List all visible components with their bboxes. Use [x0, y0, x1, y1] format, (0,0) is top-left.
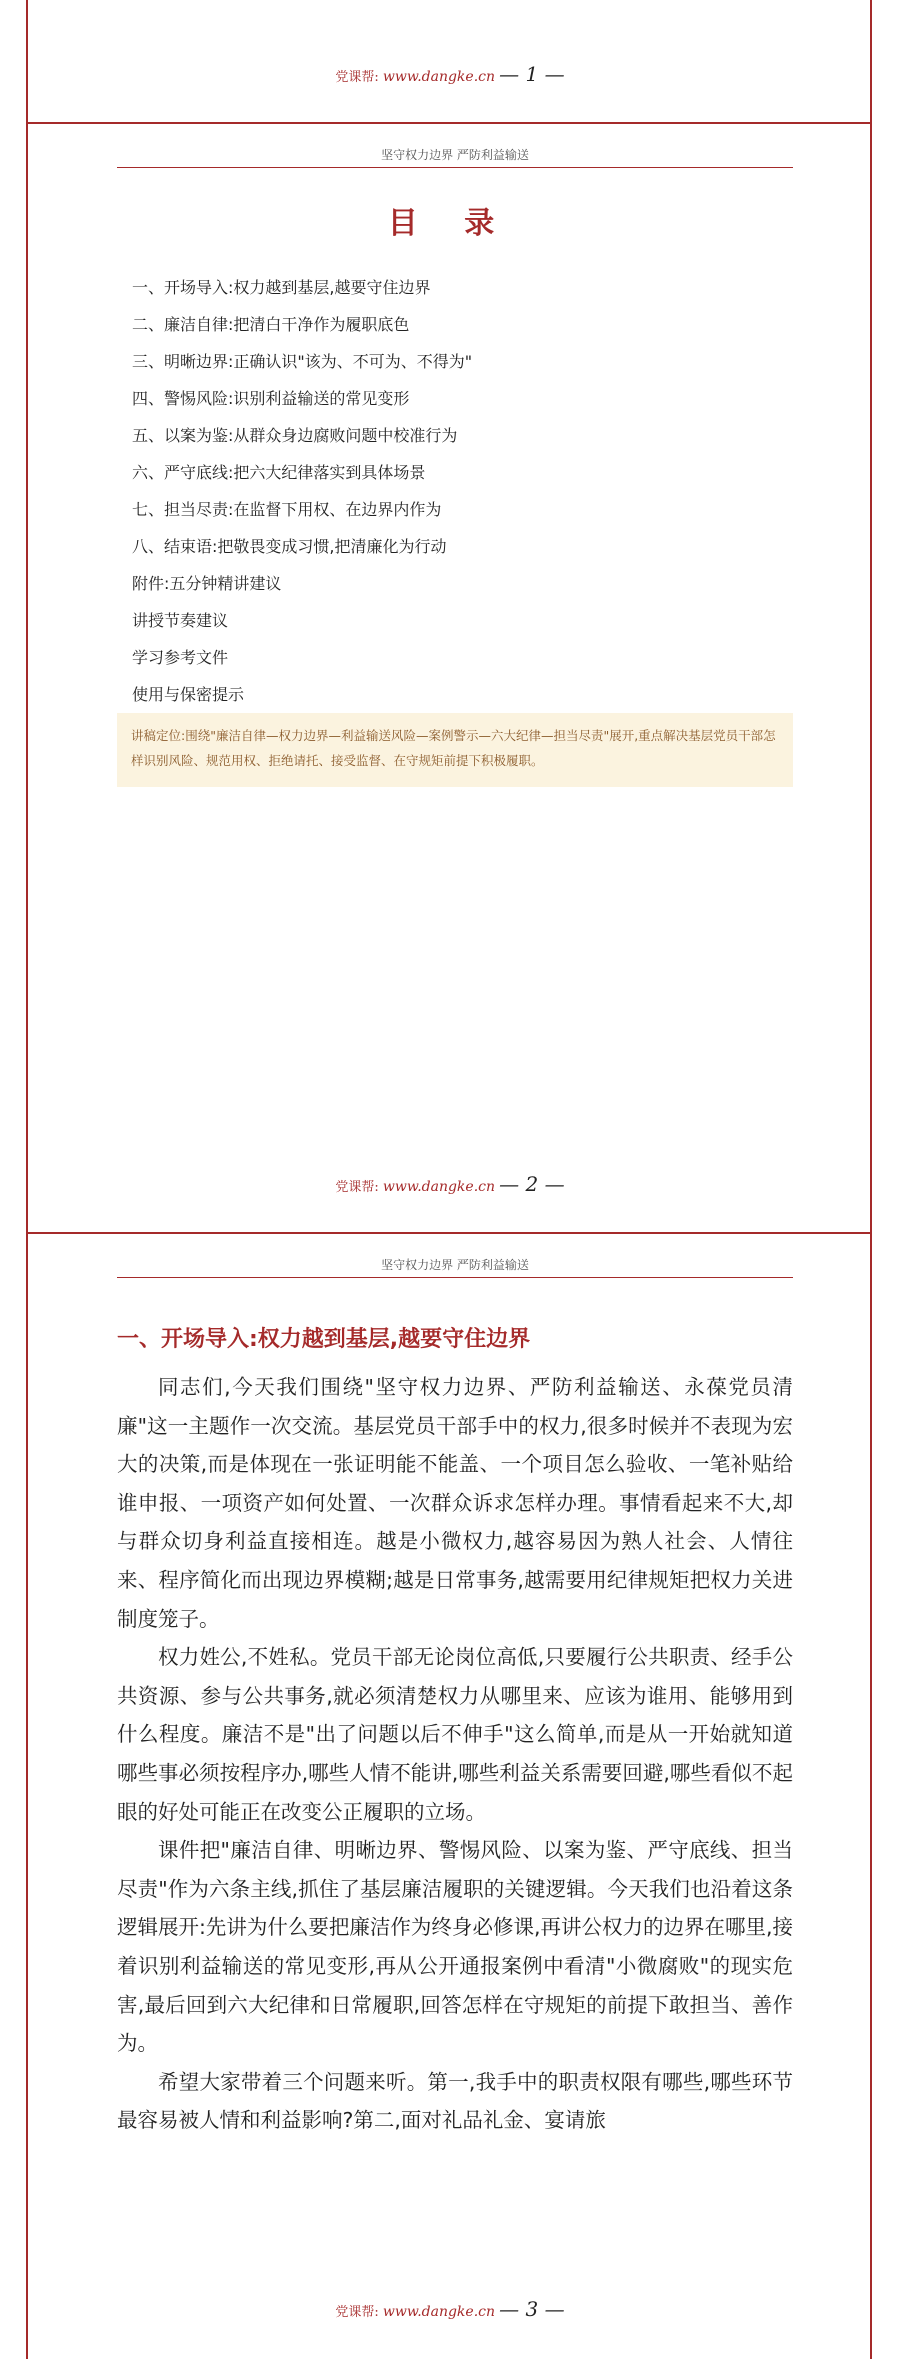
footer-url[interactable]: www.dangke.cn: [382, 1179, 496, 1195]
toc-title: 目 录: [387, 206, 513, 241]
footer-label: 党课帮:: [335, 70, 379, 85]
footer-label: 党课帮:: [335, 1180, 379, 1195]
toc-item[interactable]: 三、明晰边界:正确认识"该为、不可为、不得为": [132, 352, 473, 371]
page-footer: [0, 2297, 900, 2321]
body-paragraph: 同志们,今天我们围绕"坚守权力边界、严防利益输送、永葆党员清廉"这一主题作一次交流。基层党员干部手中的权力,很多时候并不表现为宏大的决策,而是体现在一张证明能不能盖、一个项目怎么验收、一笔补贴给谁申报、一项资产如何处置、一次群众诉求怎样办理。事情看起来不大,却与群众切身利益直接相连。越是小微权力,越容易因为熟人社会、人情往来、程序简化而出现边界模糊;越是日常事务,越需要用纪律规矩把权力关进制度笼子。: [117, 1375, 793, 1631]
body-paragraph: 权力姓公,不姓私。党员干部无论岗位高低,只要履行公共职责、经手公共资源、参与公共事务,就必须清楚权力从哪里来、应该为谁用、能够用到什么程度。廉洁不是"出了问题以后不伸手"这么简单,而是从一开始就知道哪些事必须按程序办,哪些人情不能讲,哪些利益关系需要回避,哪些看似不起眼的好处可能正在改变公正履职的立场。: [117, 1645, 793, 1824]
page-footer: [0, 1172, 900, 1196]
toc-item[interactable]: 八、结束语:把敬畏变成习惯,把清廉化为行动: [132, 537, 447, 556]
toc-item[interactable]: 四、警惕风险:识别利益输送的常见变形: [132, 389, 410, 408]
toc-item[interactable]: 使用与保密提示: [132, 685, 245, 704]
body-paragraph: 希望大家带着三个问题来听。第一,我手中的职责权限有哪些,哪些环节最容易被人情和利益影响?第二,面对礼品礼金、宴请旅: [117, 2069, 793, 2133]
running-head: 坚守权力边界 严防利益输送: [381, 1258, 529, 1272]
footer-url[interactable]: www.dangke.cn: [382, 2304, 496, 2320]
page-number: — 1 —: [499, 62, 565, 86]
toc-item[interactable]: 一、开场导入:权力越到基层,越要守住边界: [132, 278, 431, 297]
running-head: 坚守权力边界 严防利益输送: [381, 148, 529, 162]
page-footer: [0, 62, 900, 86]
page-number: — 2 —: [499, 1172, 565, 1196]
toc-item[interactable]: 讲授节奏建议: [132, 611, 229, 630]
toc-item[interactable]: 学习参考文件: [132, 648, 229, 667]
running-rule: [117, 1277, 793, 1278]
footer-url[interactable]: www.dangke.cn: [382, 69, 496, 85]
running-rule: [117, 167, 793, 168]
toc-item[interactable]: 附件:五分钟精讲建议: [132, 574, 282, 593]
toc-item[interactable]: 六、严守底线:把六大纪律落实到具体场景: [132, 463, 426, 482]
section-body: [117, 1368, 793, 2140]
footer-label: 党课帮:: [335, 2305, 379, 2320]
positioning-note: 讲稿定位:围绕"廉洁自律—权力边界—利益输送风险—案例警示—六大纪律—担当尽责"展开,重点解决基层党员干部怎样识别风险、规范用权、拒绝请托、接受监督、在守规矩前提下积极履职。: [117, 713, 793, 787]
body-paragraph: 课件把"廉洁自律、明晰边界、警惕风险、以案为鉴、严守底线、担当尽责"作为六条主线,抓住了基层廉洁履职的关键逻辑。今天我们也沿着这条逻辑展开:先讲为什么要把廉洁作为终身必修课,再讲公权力的边界在哪里,接着识别利益输送的常见变形,再从公开通报案例中看清"小微腐败"的现实危害,最后回到六大纪律和日常履职,回答怎样在守规矩的前提下敢担当、善作为。: [117, 1838, 793, 2056]
toc-item[interactable]: 二、廉洁自律:把清白干净作为履职底色: [132, 315, 410, 334]
page-number: — 3 —: [499, 2297, 565, 2321]
toc-item[interactable]: 七、担当尽责:在监督下用权、在边界内作为: [132, 500, 442, 519]
toc-item[interactable]: 五、以案为鉴:从群众身边腐败问题中校准行为: [132, 426, 458, 445]
section-heading: 一、开场导入:权力越到基层,越要守住边界: [117, 1327, 531, 1352]
